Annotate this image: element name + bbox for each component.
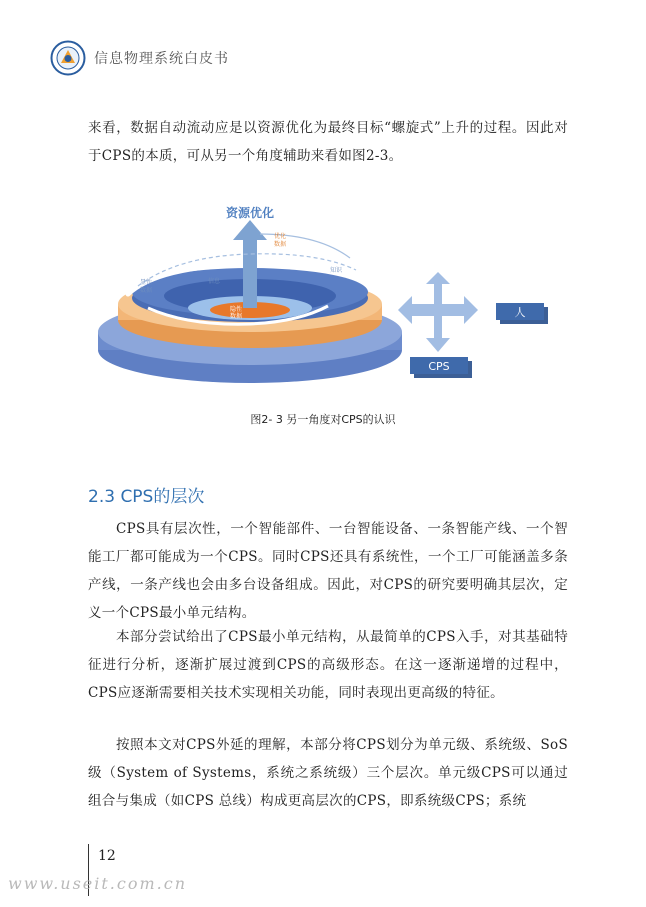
page-header	[50, 38, 229, 78]
section-heading: 2.3 CPS的层次	[88, 487, 205, 507]
paragraph-1: CPS具有层次性，一个智能部件、一台智能设备、一条智能产线、一个智能工厂都可能成为一个CPS。同时CPS还具有系统性，一个工厂可能涵盖多条产线，一条产线也会由多台设备组成。因此，对CPS的研究要明确其层次，定义一个CPS最小单元结构。	[88, 521, 568, 621]
page-number: 12	[98, 848, 116, 864]
header-title: 信息物理系统白皮书	[94, 51, 229, 67]
label-optimize-data-1: 优化	[274, 233, 287, 240]
label-person: 人	[514, 306, 526, 319]
figure-2-3	[88, 196, 568, 396]
label-cps: CPS	[428, 360, 450, 373]
label-information: 信息	[208, 278, 221, 285]
intro-paragraph: 来看，数据自动流动应是以资源优化为最终目标“螺旋式”上升的过程。因此对于CPS的本质，可从另一个角度辅助来看如图2-3。	[88, 120, 568, 164]
cross-arrow-icon	[398, 272, 478, 352]
paragraph-2: 本部分尝试给出了CPS最小单元结构，从最简单的CPS入手，对其基础特征进行分析，逐渐扩展过渡到CPS的高级形态。在这一逐渐递增的过程中，CPS应逐渐需要相关技术实现相关功能，同时表现出更高级的特征。	[88, 629, 568, 701]
label-center-1: 隐性	[230, 306, 243, 313]
cps-logo-icon	[50, 40, 86, 76]
watermark: www.useit.com.cn	[8, 874, 188, 893]
label-center-2: 数据	[230, 313, 243, 320]
paragraph-3: 按照本文对CPS外延的理解，本部分将CPS划分为单元级、系统级、SoS级（System of Systems，系统之系统级）三个层次。单元级CPS可以通过组合与集成（如CPS 总线）构成更高层次的CPS，即系统级CPS；系统	[88, 737, 568, 809]
label-implicit-data-1: 显性	[140, 279, 153, 286]
spiral-diagram	[88, 196, 568, 396]
label-resource-optimization: 资源优化	[225, 206, 275, 220]
figure-caption: 图2- 3 另一角度对CPS的认识	[250, 413, 396, 426]
label-implicit-data-2: 数据	[140, 287, 153, 294]
label-optimize-data-2: 数据	[274, 241, 287, 248]
label-knowledge: 知识	[330, 267, 343, 274]
